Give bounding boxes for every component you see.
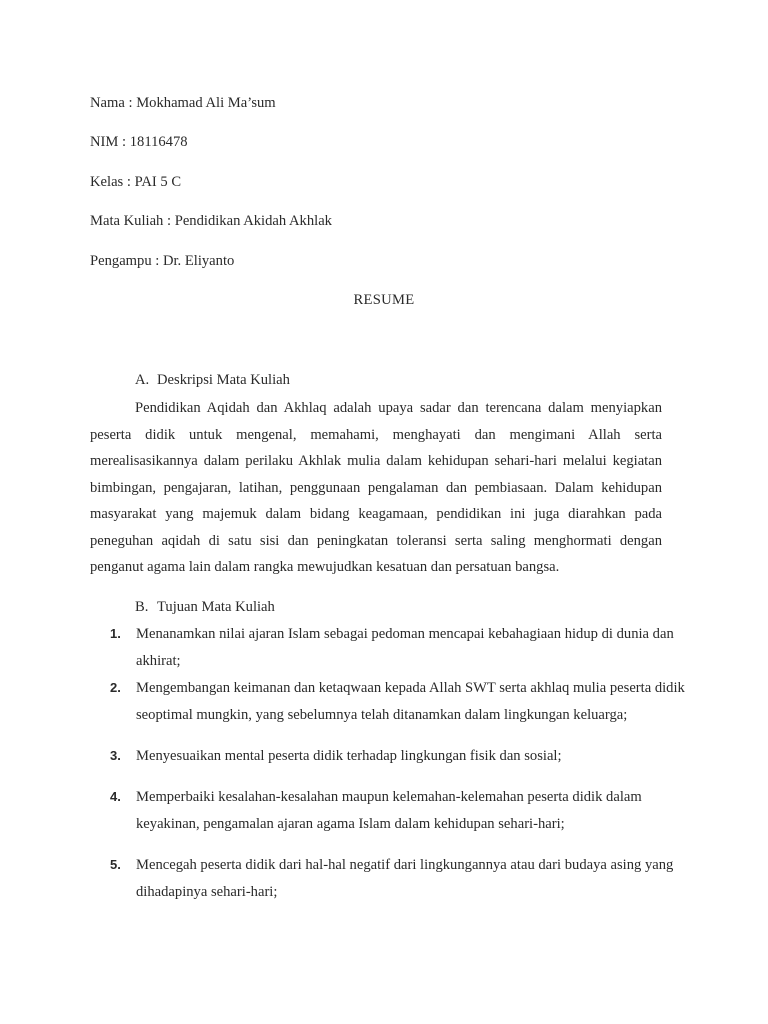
section-b-title: Tujuan Mata Kuliah <box>157 599 275 615</box>
student-nim: NIM : 18116478 <box>90 134 188 150</box>
document-title: RESUME <box>353 292 415 308</box>
list-item-number: 1. <box>110 626 121 641</box>
student-class: Kelas : PAI 5 C <box>90 174 182 190</box>
list-item-text: Menanamkan nilai ajaran Islam sebagai pedoman mencapai kebahagiaan hidup di dunia dan akhirat; <box>136 626 674 669</box>
section-a-heading <box>135 370 290 390</box>
lecturer: Pengampu : Dr. Eliyanto <box>90 253 235 269</box>
list-item-number: 3. <box>110 748 121 763</box>
course-name: Mata Kuliah : Pendidikan Akidah Akhlak <box>90 213 332 229</box>
list-item-text: Menyesuaikan mental peserta didik terhadap lingkungan fisik dan sosial; <box>136 748 562 764</box>
section-a-letter: A. <box>135 372 150 388</box>
list-item-text: Mengembangan keimanan dan ketaqwaan kepada Allah SWT serta akhlaq mulia peserta didik seoptimal mungkin, yang sebelumnya telah ditanamkan dalam lingkungan keluarga; <box>136 680 685 723</box>
section-a-paragraph: Pendidikan Aqidah dan Akhlaq adalah upaya sadar dan terencana dalam menyiapkan peserta didik untuk mengenal, memahami, menghayati dan mengimani Allah serta merealisasikannya dalam perilaku Akhlak mulia dalam kehidupan sehari-hari melalui kegiatan bimbingan, pengajaran, latihan, penggunaan pengalaman dan pembiasaan. Dalam kehidupan masyarakat yang majemuk dalam bidang keagamaan, pendidikan ini juga diarahkan pada peneguhan aqidah di satu sisi dan peningkatan toleransi serta saling menghormati dengan penganut agama lain dalam rangka mewujudkan kesatuan dan persatuan bangsa. <box>90 400 662 575</box>
list-item-number: 2. <box>110 680 121 695</box>
list-item-number: 4. <box>110 789 121 804</box>
list-item-number: 5. <box>110 857 121 872</box>
section-b-letter: B. <box>135 599 149 615</box>
section-a-title: Deskripsi Mata Kuliah <box>157 372 290 388</box>
section-b-heading <box>135 597 275 617</box>
student-name: Nama : Mokhamad Ali Ma’sum <box>90 95 276 111</box>
list-item-text: Memperbaiki kesalahan-kesalahan maupun kelemahan-kelemahan peserta didik dalam keyakinan, pengamalan ajaran agama Islam dalam kehidupan sehari-hari; <box>136 789 642 832</box>
list-item-text: Mencegah peserta didik dari hal-hal negatif dari lingkungannya atau dari budaya asing yang dihadapinya sehari-hari; <box>136 857 674 900</box>
